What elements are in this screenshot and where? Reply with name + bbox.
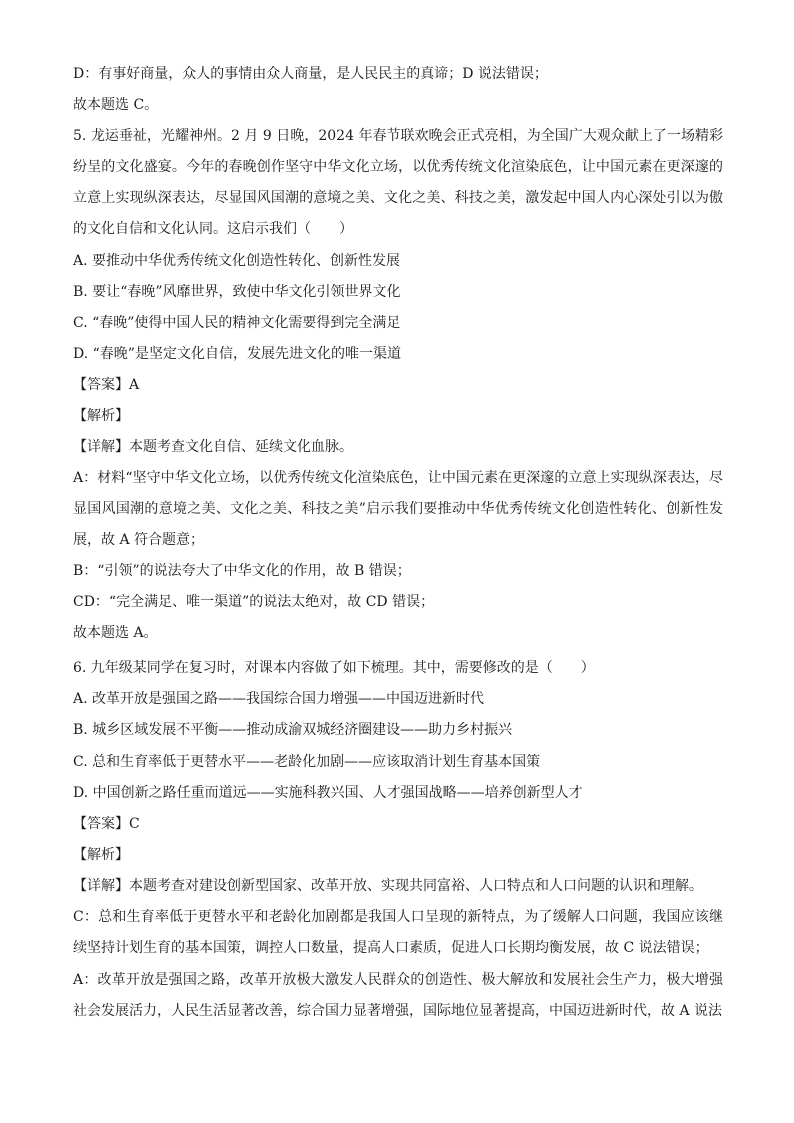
option-a: A. 要推动中华优秀传统文化创造性转化、创新性发展	[73, 253, 401, 269]
option-c: C. “春晚”使得中国人民的精神文化需要得到完全满足	[73, 315, 401, 331]
option-d: D. 中国创新之路任重而道远——实施科教兴国、人才强国战略——培养创新型人才	[73, 785, 583, 801]
question-6-stem: 6. 九年级某同学在复习时，对课本内容做了如下梳理。其中，需要修改的是（ ）	[73, 660, 595, 676]
option-a: A. 改革开放是强国之路——我国综合国力增强——中国迈进新时代	[73, 691, 485, 707]
detail-label: 【详解】本题考查文化自信、延续文化血脉。	[73, 439, 353, 455]
detail-label: 【详解】本题考查对建设创新型国家、改革开放、实现共同富裕、人口特点和人口问题的认识和理解。	[73, 878, 703, 894]
answer-label: 【答案】A	[73, 377, 140, 393]
text-line: B：“引领”的说法夸大了中华文化的作用，故 B 错误；	[73, 563, 411, 579]
option-c: C. 总和生育率低于更替水平——老龄化加剧——应该取消计划生育基本国策	[73, 754, 541, 770]
analysis-label: 【解析】	[73, 408, 129, 424]
question-5-stem: 5. 龙运垂祉，光耀神州。2 月 9 日晚，2024 年春节联欢晚会正式亮相，为全国广大观众献上了一场精彩纷呈的文化盛宴。今年的春晚创作坚守中华文化立场，以优秀传统文化渲染底色，让中国元素在更深邃的立意上实现纵深表达，尽显国风国潮的意境之美、文化之美、科技之美，激发起中国人内心深处引以为傲的文化自信和文化认同。这启示我们（ ）	[73, 128, 723, 237]
text-line: CD：“完全满足、唯一渠道”的说法太绝对，故 CD 错误；	[73, 594, 435, 610]
analysis-paragraph: C：总和生育率低于更替水平和老龄化加剧都是我国人口呈现的新特点，为了缓解人口问题，我国应该继续坚持计划生育的基本国策，调控人口数量，提高人口素质，促进人口长期均衡发展，故 C 说法错误；	[73, 909, 723, 956]
option-b: B. 要让“春晚”风靡世界，致使中华文化引领世界文化	[73, 284, 401, 300]
analysis-paragraph: A：材料“坚守中华文化立场，以优秀传统文化渲染底色，让中国元素在更深邃的立意上实现纵深表达，尽显国风国潮的意境之美、文化之美、科技之美”启示我们要推动中华优秀传统文化创造性转化、创新性发展，故 A 符合题意；	[73, 470, 723, 548]
text-line: 故本题选 C。	[73, 97, 159, 113]
analysis-label: 【解析】	[73, 847, 129, 863]
option-b: B. 城乡区域发展不平衡——推动成渝双城经济圈建设——助力乡村振兴	[73, 722, 513, 738]
text-line: 故本题选 A。	[73, 625, 158, 641]
text-line: D：有事好商量，众人的事情由众人商量，是人民民主的真谛；D 说法错误；	[73, 66, 548, 82]
analysis-paragraph: A：改革开放是强国之路，改革开放极大激发人民群众的创造性、极大解放和发展社会生产力，极大增强社会发展活力，人民生活显著改善，综合国力显著增强，国际地位显著提高，中国迈进新时代，故 A 说法	[73, 972, 723, 1019]
option-d: D. “春晚”是坚定文化自信，发展先进文化的唯一渠道	[73, 346, 401, 362]
answer-label: 【答案】C	[73, 816, 140, 832]
